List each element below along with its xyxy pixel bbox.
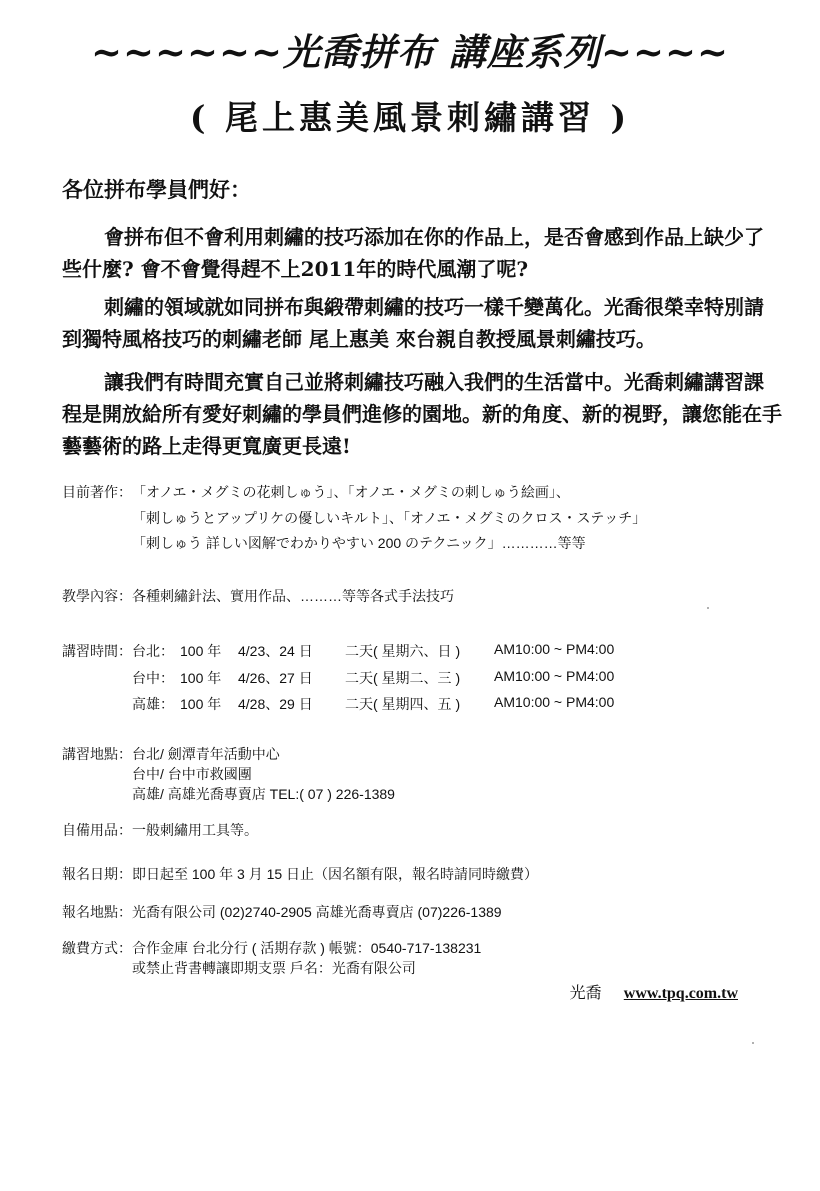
paragraph-3: 讓我們有時間充實自己並將刺繡技巧融入我們的生活當中。光喬刺繡講習課程是開放給所有愛好刺繡的學員們進修的園地。新的角度、新的視野，讓您能在手藝藝術的路上走得更寬廣更長遠! <box>62 370 782 458</box>
works-label: 目前著作： <box>62 484 132 500</box>
registration-place-text: 光喬有限公司 (02)2740-2905 高雄光喬專賣店 (07)226-1389 <box>132 904 502 920</box>
works-line-3: 「刺しゅう 詳しい図解でわかりやすい 200 のテクニック」…………等等 <box>132 535 586 551</box>
schedule-row-time: AM10:00 ~ PM4:00 <box>494 641 615 657</box>
venues-label: 講習地點： <box>62 746 132 762</box>
payment-line-1: 合作金庫 台北分行 ( 活期存款 ) 帳號：0540-717-138231 <box>132 940 482 956</box>
payment-label: 繳費方式： <box>62 940 132 956</box>
schedule-row-dates: 4/28、29 日 <box>238 696 313 712</box>
scan-speck <box>707 607 709 609</box>
schedule-row-days: 二天( 星期四、五 ) <box>345 696 461 712</box>
schedule-row-year: 100 年 <box>180 643 222 659</box>
schedule-row-time: AM10:00 ~ PM4:00 <box>494 668 615 684</box>
footer-url[interactable]: www.tpq.com.tw <box>623 985 738 1002</box>
registration-place-label: 報名地點： <box>62 904 132 920</box>
payment-line-2: 或禁止背書轉讓即期支票 戶名：光喬有限公司 <box>132 960 416 976</box>
works-line-1: 「オノエ・メグミの花刺しゅう」、「オノエ・メグミの刺しゅう絵画」、 <box>132 484 570 500</box>
supplies-text: 一般刺繡用工具等。 <box>132 822 258 838</box>
schedule-row-days: 二天( 星期六、日 ) <box>345 643 461 659</box>
supplies-label: 自備用品： <box>62 822 132 838</box>
content-text: 各種刺繡針法、實用作品、………等等各式手法技巧 <box>132 588 454 604</box>
schedule-row-city: 高雄： <box>132 696 174 712</box>
footer-company: 光喬 <box>569 983 602 1002</box>
registration-date-text: 即日起至 100 年 3 月 15 日止（因名額有限，報名時請同時繳費） <box>132 866 539 882</box>
works-line-2: 「刺しゅうとアップリケの優しいキルト」、「オノエ・メグミのクロス・ステッチ」 <box>132 510 647 526</box>
schedule-label: 講習時間： <box>62 643 132 659</box>
page-subtitle: ( 尾上惠美風景刺繡講習 ) <box>189 98 631 137</box>
venue-line-2: 台中/ 台中市救國團 <box>132 766 252 782</box>
schedule-row-time: AM10:00 ~ PM4:00 <box>494 694 615 710</box>
content-label: 教學內容： <box>62 588 132 604</box>
paragraph-2: 刺繡的領域就如同拼布與緞帶刺繡的技巧一樣千變萬化。光喬很榮幸特別請到獨特風格技巧的刺繡老師 尾上惠美 來台親自教授風景刺繡技巧。 <box>62 295 764 351</box>
registration-date-label: 報名日期： <box>62 866 132 882</box>
paragraph-1: 會拼布但不會利用刺繡的技巧添加在你的作品上，是否會感到作品上缺少了些什麼? 會不會覺得趕不上2011年的時代風潮了呢? <box>62 225 764 281</box>
schedule-row-days: 二天( 星期二、三 ) <box>345 670 461 686</box>
venue-line-3: 高雄/ 高雄光喬專賣店 TEL:( 07 ) 226-1389 <box>132 786 395 802</box>
schedule-row-dates: 4/26、27 日 <box>238 670 313 686</box>
footer-signature <box>570 980 738 1003</box>
schedule-row-city: 台北： <box>132 643 174 659</box>
schedule-row-year: 100 年 <box>180 696 222 712</box>
scan-speck <box>752 1042 754 1044</box>
schedule-row-city: 台中： <box>132 670 174 686</box>
page-title: ~~~~~~光喬拼布 講座系列~~~~ <box>91 30 729 74</box>
greeting: 各位拼布學員們好： <box>62 177 251 202</box>
venue-line-1: 台北/ 劍潭青年活動中心 <box>132 746 280 762</box>
schedule-row-year: 100 年 <box>180 670 222 686</box>
schedule-row-dates: 4/23、24 日 <box>238 643 313 659</box>
